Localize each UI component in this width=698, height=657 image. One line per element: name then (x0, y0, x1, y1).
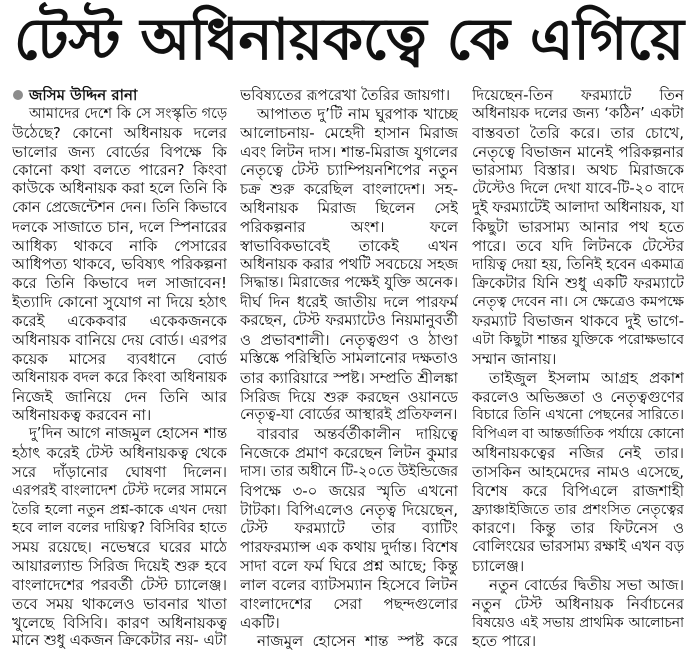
body-line: নতুন বোর্ডের দ্বিতীয় সভা আজ। (489, 575, 684, 594)
body-line: সাদা বলে ফর্ম ঘিরে প্রশ্ন আছে; কিন্তু (240, 557, 458, 576)
body-line: অধিনায়কত্বের নজির নেই তার। (472, 444, 684, 463)
body-line: টেস্টেও দিলে দেখা যাবে-টি-২০ বাদে (472, 181, 684, 198)
body-line: পারফরম্যান্স এক কথায় দুর্দান্ত। বিশেষ (240, 538, 458, 557)
body-line: দলকে সাজাতে চান, দলে স্পিনারের (12, 217, 227, 236)
body-line: অধিনায়ক করার পথটি সবচেয়ে সহজ (240, 255, 458, 273)
body-line: করেই একেকবার একেকজনকে (12, 312, 227, 331)
body-line: আলোচনায়- মেহেদী হাসান মিরাজ (240, 123, 458, 142)
body-line: নেতৃত্বে টেস্ট চ্যাম্পিয়নশিপের নতুন (240, 161, 458, 180)
body-line: আপাতত দু’টি নাম ঘুরপাক খাচ্ছে (257, 104, 458, 123)
body-line: হতে পারে। (472, 632, 537, 651)
body-line: বাস্তবতা তৈরি করে। তার চোখে, (472, 123, 684, 142)
body-line: টাটকা। বিপিএলেও নেতৃত্ব দিয়েছেন, (240, 500, 458, 519)
body-line: করছেন, টেস্ট ফরম্যাটেও নিয়মানুবর্তী (240, 312, 458, 330)
body-line: কোনো কথা বলতে পারেন? কিংবা (12, 161, 227, 180)
body-line: দিয়েছেন-তিন ফরম্যাটে তিন (472, 86, 684, 104)
body-line: ফরম্যাট বিভাজন থাকবে দুই ভাগে- (472, 312, 684, 331)
body-line: নেতৃত্ব-যা বোর্ডের আস্থারই প্রতিফলন। (240, 407, 458, 424)
body-line: বিশেষ করে বিপিএলে রাজশাহী (472, 481, 684, 500)
body-line: আধিপত্য থাকবে, ভবিষ্যৎ পরিকল্পনা (12, 255, 227, 273)
body-line: দায়িত্ব দেয়া হয়, তিনিই হবেন একমাত্র (472, 256, 684, 273)
body-line: স্বাভাবিকভাবেই তাকেই এখন (240, 236, 458, 255)
body-line: তাইজুল ইসলাম আগ্রহ প্রকাশ (489, 368, 684, 387)
body-line: এরপরই বাংলাদেশ টেস্ট দলের সামনে (12, 482, 227, 499)
body-line: ভবিষ্যতের রূপরেখা তৈরির জায়গা। (240, 86, 451, 104)
body-line: করলেও অভিজ্ঞতা ও নেতৃত্বগুণের (472, 387, 684, 406)
body-line: করে তিনি কিভাবে দল সাজাবেন! (12, 274, 227, 293)
body-line: ইত্যাদি কোনো সুযোগ না দিয়ে হঠাৎ (12, 293, 227, 312)
author-name: জসিম উদ্দিন রানা (29, 86, 138, 104)
body-line: খুলেছে বিসিবি। কারণ অধিনায়কত্ব (12, 613, 227, 632)
column-3 (472, 86, 684, 651)
body-line: আয়ারল্যান্ড সিরিজ দিয়েই শুরু হবে (12, 557, 227, 576)
body-line: হঠাৎ করেই টেস্ট অধিনায়কত্ব থেকে (12, 444, 227, 463)
body-line: সম্মান জানায়। (472, 349, 557, 368)
body-line: কাউকে অধিনায়ক করা হলে তিনি কি (12, 180, 227, 198)
body-line: এবং লিটন দাস। শান্ত-মিরাজ যুগলের (240, 142, 458, 161)
column-2 (240, 86, 458, 651)
body-line: নাজমুল হোসেন শান্ত স্পষ্ট করে (257, 632, 458, 651)
body-line: কয়েক মাসের ব্যবধানে বোর্ড (12, 349, 227, 368)
body-line: কিছুটা ভারসাম্য আনার পথ হতে (472, 217, 684, 236)
body-line: নেতৃত্বে বিভাজন মানেই পরিকল্পনার (472, 142, 684, 161)
body-line: তাসকিন আহমেদের নামও এসেছে, (472, 462, 684, 481)
body-line: তবে সময় থাকলেও ভাবনার খাতা (12, 594, 227, 613)
body-line: দাস। তার অধীনে টি-২০তে উইন্ডিজের (240, 463, 458, 480)
body-line: সিরিজ দিয়ে শুরু করছেন ওয়ানডে (240, 387, 458, 406)
body-line: নেতৃত্ব দেবেন না। সে ক্ষেত্রেও কমপক্ষে (472, 294, 684, 311)
body-line: নতুন টেস্ট অধিনায়ক নির্বাচনের (472, 594, 684, 613)
body-line: সরে দাঁড়ানোর ঘোষণা দিলেন। (12, 462, 227, 481)
body-line: একটি। (240, 613, 280, 632)
body-line: নিজেকে প্রমাণ করেছেন লিটন কুমার (240, 444, 458, 463)
body-line: চ্যালেঞ্জ। (472, 557, 525, 576)
body-line: অধিনায়ক দলের জন্য ‘কঠিন’ একটা (472, 104, 684, 122)
body-line: কোন প্রেজেন্টেশন দেন। তিনি কিভাবে (12, 200, 227, 217)
body-line: ক্রিকেটার যিনি শুধু একটি ফরম্যাটে (472, 274, 684, 293)
bullet-icon (13, 90, 23, 100)
body-line: বিচারে তিনি এখনো পেছনের সারিতে। (472, 407, 684, 424)
body-line: তৈরি হলো নতুন প্রশ্ন-কাকে এখন দেয়া (12, 501, 227, 518)
body-line: ভালোর জন্য বোর্ডের বিপক্ষে কি (12, 142, 227, 161)
byline (12, 86, 227, 105)
body-line: লাল বলের ব্যাটসম্যান হিসেবে লিটন (240, 575, 458, 594)
body-line: নিজেই জানিয়ে দেন তিনি আর (12, 387, 227, 406)
body-line: মানে শুধু একজন ক্রিকেটার নয়- এটা (12, 632, 227, 650)
column-1 (12, 86, 227, 651)
body-line: কারণে। কিন্তু তার ফিটনেস ও (472, 519, 684, 538)
body-line: বাংলাদেশের সেরা পছন্দগুলোর (240, 594, 458, 613)
body-line: চক্র শুরু করেছিল বাংলাদেশ। সহ- (240, 180, 458, 199)
body-line: হবে লাল বলের দায়িত্ব? বিসিবির হাতে (12, 520, 227, 537)
body-line: বিষয়েও এই সভায় প্রাথমিক আলোচনা (472, 614, 684, 631)
body-line: বিপক্ষে ৩-০ জয়ের স্মৃতি এখনো (240, 481, 458, 500)
body-line: আধিক্য থাকবে নাকি পেসারের (12, 236, 227, 255)
body-line: ফ্র্যাঞ্চাইজিতে তার প্রশংসিত নেতৃত্বের (472, 501, 684, 518)
headline: টেস্ট অধিনায়কত্বে কে এগিয়ে (14, 6, 684, 73)
body-line: অধিনায়কত্ব করবেন না। (12, 406, 152, 425)
body-line: মস্তিষ্কে পরিস্থিতি সামলানোর দক্ষতাও (240, 349, 458, 367)
body-line: দীর্ঘ দিন ধরেই জাতীয় দলে পারফর্ম (240, 293, 458, 312)
body-line: অধিনায়ক বানিয়ে দেয় বোর্ড। এরপর (12, 330, 227, 349)
body-line: ভারসাম্য বিস্তার। অথচ মিরাজকে (472, 161, 684, 180)
body-line: সময় রয়েছে। নভেম্বরে ঘরের মাঠে (12, 538, 227, 557)
body-line: আমাদের দেশে কি সে সংস্কৃতি গড়ে (29, 105, 227, 122)
body-line: বোলিংয়ের ভারসাম্য রক্ষাই এখন বড় (472, 538, 684, 556)
body-line: দু’দিন আগে নাজমুল হোসেন শান্ত (29, 425, 227, 443)
body-line: বারবার অন্তর্বর্তীকালীন দায়িত্বে (257, 425, 458, 444)
body-line: টেস্ট ফরম্যাটে তার ব্যাটিং (240, 519, 458, 538)
body-line: উঠেছে? কোনো অধিনায়ক দলের (12, 123, 227, 142)
body-line: অধিনায়ক বদল করে কিংবা অধিনায়ক (12, 369, 227, 386)
body-line: পরিকল্পনার অংশ। ফলে (240, 217, 458, 236)
headline-box (12, 0, 686, 80)
body-line: সিদ্ধান্ত। মিরাজের পক্ষেই যুক্তি অনেক। (240, 275, 458, 292)
body-line: বিপিএল বা আন্তর্জাতিক পর্যায়ে কোনো (472, 426, 684, 443)
body-line: তার ক্যারিয়ারে স্পষ্ট। সম্প্রতি শ্রীলঙ্কা (240, 368, 458, 387)
body-line: বাংলাদেশের পরবর্তী টেস্ট চ্যালেঞ্জ। (12, 575, 227, 594)
body-line: পারে। তবে যদি লিটনকে টেস্টের (472, 236, 684, 255)
body-line: অধিনায়ক মিরাজ ছিলেন সেই (240, 199, 458, 218)
body-line: দুই ফরম্যাটেই আলাদা অধিনায়ক, যা (472, 199, 684, 217)
body-line: এটা কিছুটা শান্তর যুক্তিকে পরোক্ষভাবে (472, 331, 684, 348)
body-line: ও প্রভাবশালী। নেতৃত্বগুণ ও ঠাণ্ডা (240, 330, 458, 349)
